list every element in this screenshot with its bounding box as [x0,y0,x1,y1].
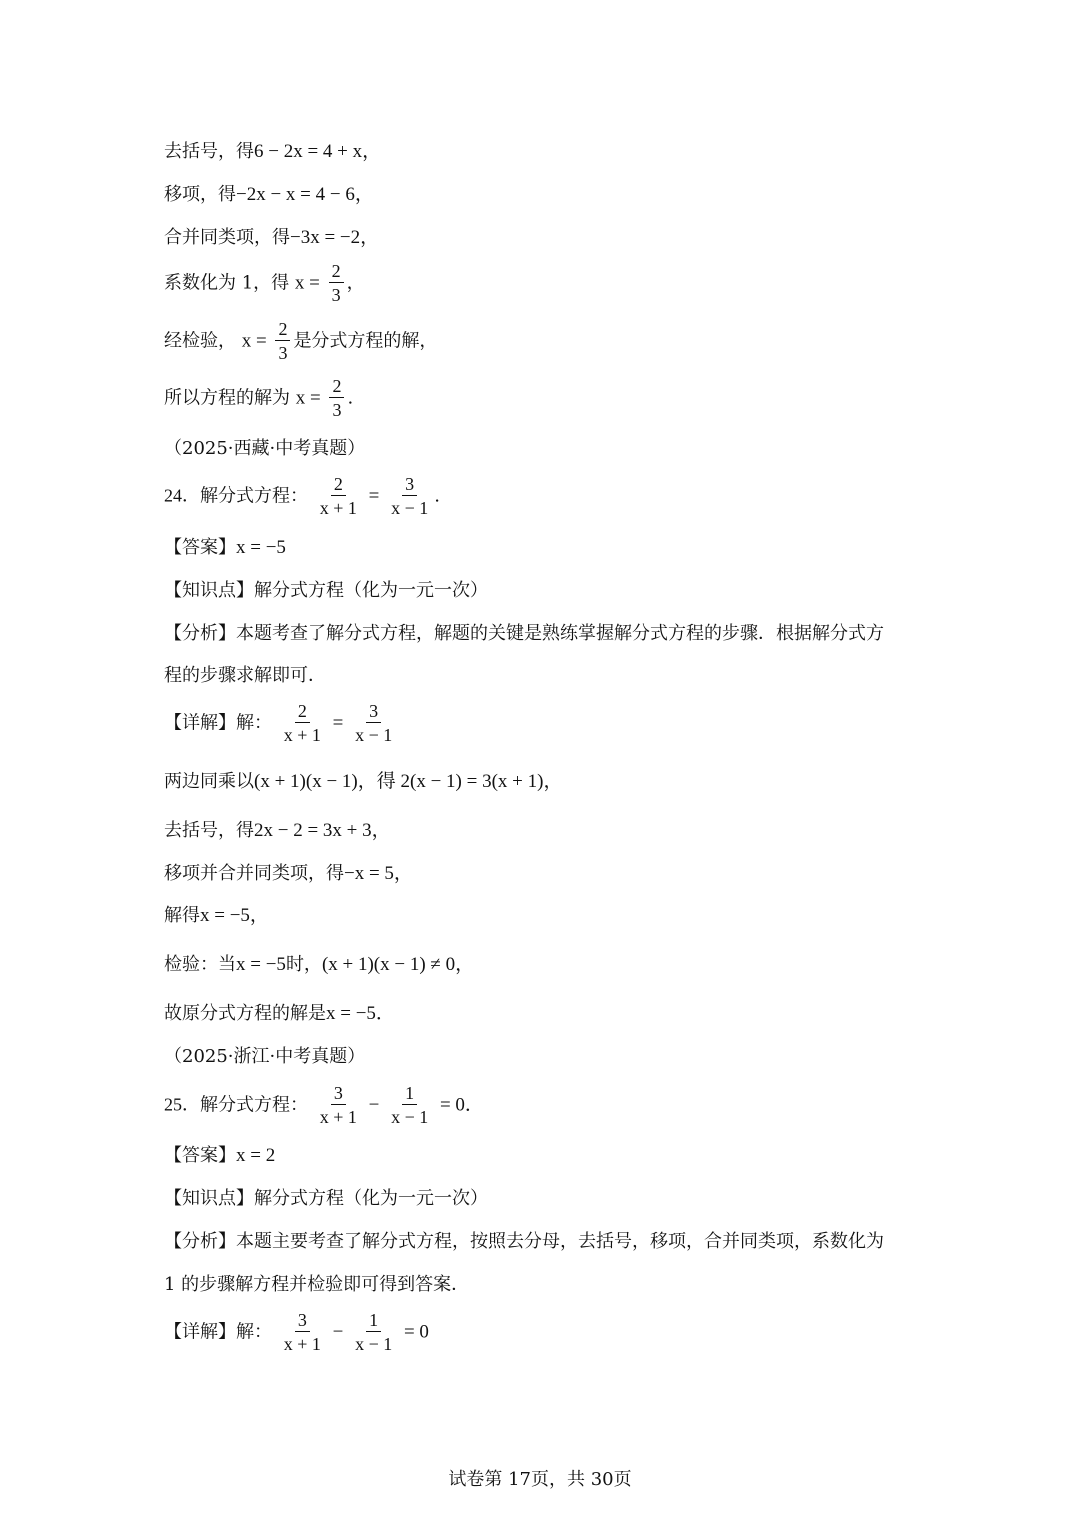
step-text: 所以方程的解为 [164,387,290,409]
step-check [164,318,437,365]
q25-analysis-line2: 1 的步骤解方程并检验即可得到答案． [164,1274,470,1295]
step-math: −x = 5， [344,863,413,884]
fraction-numerator: 1 [402,1082,417,1105]
detail-tail: = 0 [403,1321,429,1343]
fraction-denominator: 3 [331,285,341,305]
detail-label: 【详解】解： [164,1321,272,1343]
q24-analysis-line1 [164,622,884,646]
fraction-denominator: x + 1 [319,1107,357,1127]
step-transpose [164,183,374,207]
q24-step-transpose [164,862,413,886]
fraction [352,1309,395,1356]
q24-prompt [164,473,440,520]
step-tail: . [347,387,354,409]
step-math: x = −5 [236,954,286,975]
fraction-denominator: 3 [332,400,342,420]
q24-analysis-line2: 程的步骤求解即可． [164,665,326,686]
prompt-tail: = 0． [439,1094,484,1116]
fraction-numerator: 2 [275,318,290,341]
step-math: −3x = −2， [290,227,380,248]
step-conclusion [164,375,353,422]
fraction-numerator: 2 [329,260,344,283]
step-math: x = [295,387,321,409]
q24-step-brackets [164,819,391,843]
prompt-tail: . [434,485,440,507]
analysis-label: 【分析】 [164,1231,236,1252]
step-text: 系数化为 1，得 [164,272,290,294]
analysis-text: 本题考查了解分式方程，解题的关键是熟练掌握解分式方程的步骤．根据解分式方 [236,623,884,644]
fraction-denominator: x − 1 [391,1107,429,1127]
q24-detail [164,700,398,747]
q25-answer [164,1144,275,1168]
fraction [317,473,360,520]
question-prompt: 25．解分式方程： [164,1094,308,1115]
fraction-denominator: x + 1 [319,498,357,518]
equals-sign: = [332,712,344,734]
q24-step-multiply [164,770,562,794]
fraction [352,700,395,747]
equals-sign: = [368,485,380,507]
step-math: (x + 1)(x − 1)，得 2(x − 1) = 3(x + 1)， [254,771,563,792]
step-remove-brackets [164,140,381,164]
fraction [388,473,431,520]
fraction-numerator: 3 [366,700,381,723]
step-text: 移项并合并同类项，得 [164,863,344,884]
answer-value: x = −5 [236,537,286,558]
fraction-numerator: 2 [331,473,346,496]
q25-analysis-line1 [164,1230,884,1254]
detail-label: 【详解】解： [164,712,272,734]
fraction [281,700,324,747]
q24-step-solve [164,904,269,928]
step-text: 合并同类项，得 [164,227,290,248]
q24-source: （2025·西藏·中考真题） [164,438,366,459]
step-text: 故原分式方程的解是 [164,1003,326,1024]
minus-sign: − [368,1094,380,1116]
fraction-numerator: 2 [329,375,344,398]
q25-source: （2025·浙江·中考真题） [164,1046,366,1067]
fraction [329,375,344,422]
fraction-denominator: x + 1 [283,725,321,745]
knowledge-label: 【知识点】 [164,580,254,601]
answer-value: x = 2 [236,1145,276,1166]
fraction-numerator: 1 [366,1309,381,1332]
fraction [329,260,344,307]
step-math: x = −5， [200,905,269,926]
fraction-denominator: x − 1 [355,725,393,745]
fraction-denominator: x − 1 [355,1334,393,1354]
step-math: −2x − x = 4 − 6， [236,184,374,205]
step-math: x = [294,272,320,294]
step-tail: ， [346,272,365,294]
knowledge-value: 解分式方程（化为一元一次） [254,1188,488,1209]
fraction-numerator: 3 [331,1082,346,1105]
step-text: 检验：当 [164,954,236,975]
fraction-numerator: 3 [295,1309,310,1332]
fraction [317,1082,360,1129]
q25-knowledge [164,1187,488,1211]
q24-answer [164,536,286,560]
analysis-label: 【分析】 [164,623,236,644]
step-math: 6 − 2x = 4 + x， [254,141,382,162]
step-text: 时， [285,954,322,975]
fraction-denominator: x + 1 [283,1334,321,1354]
answer-label: 【答案】 [164,537,236,558]
knowledge-label: 【知识点】 [164,1188,254,1209]
fraction-denominator: 3 [278,343,288,363]
step-text: 去括号，得 [164,820,254,841]
answer-label: 【答案】 [164,1145,236,1166]
step-combine [164,226,379,250]
step-tail: 是分式方程的解， [293,330,438,352]
step-text: 两边同乘以 [164,771,254,792]
fraction [388,1082,431,1129]
step-text: 解得 [164,905,200,926]
fraction-numerator: 2 [295,700,310,723]
step-text: 经检验， [164,330,236,352]
fraction [281,1309,324,1356]
minus-sign: − [332,1321,344,1343]
step-text: 去括号，得 [164,141,254,162]
q24-knowledge [164,579,488,603]
page-footer: 试卷第 17页，共 30页 [448,1469,632,1490]
question-prompt: 24．解分式方程： [164,485,308,506]
analysis-text: 本题主要考查了解分式方程，按照去分母，去括号，移项，合并同类项，系数化为 [236,1231,884,1252]
q25-prompt [164,1082,484,1129]
q25-detail [164,1309,429,1356]
fraction [275,318,290,365]
fraction-numerator: 3 [402,473,417,496]
fraction-denominator: x − 1 [391,498,429,518]
step-coefficient [164,260,365,307]
step-math: (x + 1)(x − 1) ≠ 0， [321,954,475,975]
q24-step-check [164,953,474,977]
step-math: 2x − 2 = 3x + 3， [254,820,391,841]
step-math: x = [241,330,267,352]
step-text: 移项，得 [164,184,236,205]
step-math: x = −5． [326,1003,395,1024]
q24-step-conclusion [164,1002,395,1026]
knowledge-value: 解分式方程（化为一元一次） [254,580,488,601]
